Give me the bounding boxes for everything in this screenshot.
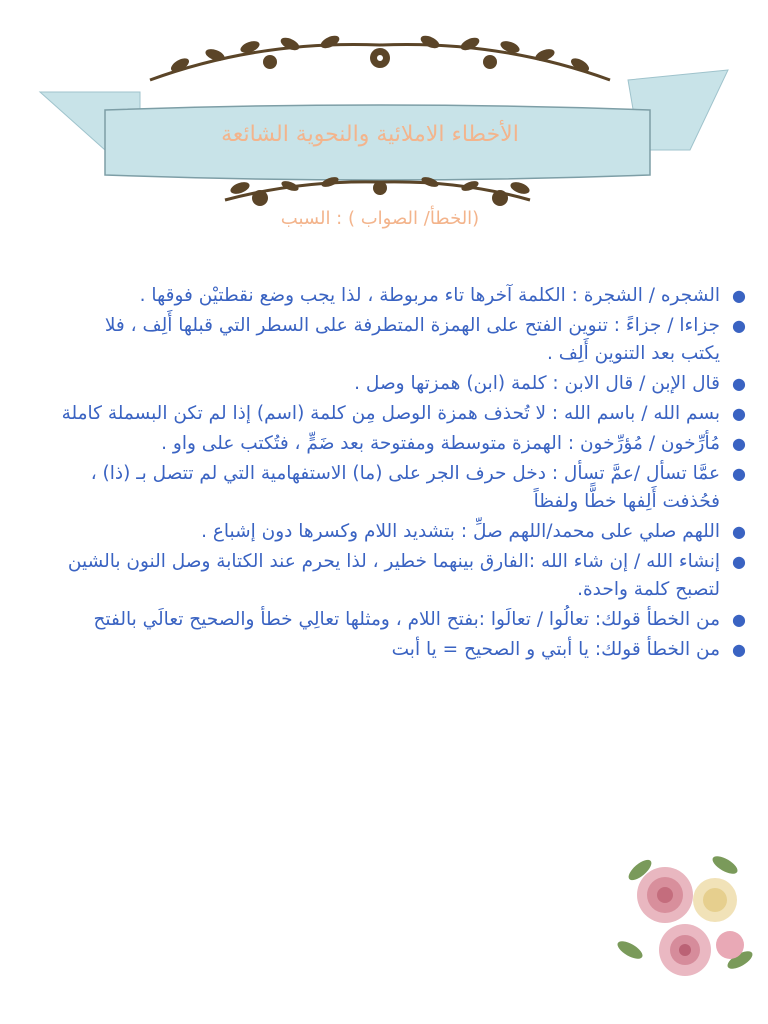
bullet-icon: ●	[732, 434, 746, 453]
list-item-text: مُأرِّخون / مُؤرِّخون : الهمزة متوسطة ومفتوحة بعد ضَمٍّ ، فتُكتب على واو .	[161, 433, 720, 454]
list-item	[60, 548, 746, 604]
bullet-icon: ●	[732, 610, 746, 629]
list-item-text: اللهم صلي على محمد/اللهم صلِّ : بتشديد اللام وكسرها دون إشباع .	[201, 521, 720, 542]
page-title: الأخطاء الاملائية والنحوية الشائعة	[221, 122, 519, 147]
list-item	[60, 400, 746, 428]
bullet-icon: ●	[732, 522, 746, 541]
list-item	[60, 460, 746, 516]
bullet-icon: ●	[732, 374, 746, 393]
list-item	[60, 370, 746, 398]
list-item	[60, 430, 746, 458]
list-item	[60, 518, 746, 546]
list-item-text: من الخطأ قولك: يا أبتي و الصحيح = يا أبت	[391, 639, 720, 660]
list-item-text: الشجره / الشجرة : الكلمة آخرها تاء مربوطة ، لذا يجب وضع نقطتيْن فوقها .	[139, 285, 720, 306]
list-item-text: من الخطأ قولك: تعالُوا / تعالَوا :بفتح اللام ، ومثلها تعالِي خطأ والصحيح تعالَي بالفتح	[93, 609, 720, 630]
bullet-icon: ●	[732, 286, 746, 305]
flowers-decoration-icon	[610, 840, 760, 990]
bullet-icon: ●	[732, 464, 746, 483]
list-item-text: عمَّا تسأل /عمَّ تسأل : دخل حرف الجر على (ما) الاستفهامية التي لم تتصل بـ (ذا) ، فحُذفت أَلِفها خطًّا ولفظاً	[90, 463, 720, 512]
bullet-icon: ●	[732, 404, 746, 423]
list-item	[60, 606, 746, 634]
bullet-icon: ●	[732, 552, 746, 571]
list-item	[60, 282, 746, 310]
list-item	[60, 636, 746, 664]
bullet-icon: ●	[732, 640, 746, 659]
list-item-text: جزاءا / جزاءً : تنوين الفتح على الهمزة المتطرفة على السطر التي قبلها أَلِف ، فلا يكتب بعد التنوين أَلِف .	[104, 315, 720, 364]
errors-list	[60, 282, 758, 666]
list-item-text: إنشاء الله / إن شاء الله :الفارق بينهما خطير ، لذا يحرم عند الكتابة وصل النون بالشين لتصبح كلمة واحدة.	[67, 551, 720, 600]
list-item-text: قال الإبن / قال الابن : كلمة (ابن) همزتها وصل .	[354, 373, 720, 394]
bullet-icon: ●	[732, 316, 746, 335]
page-subtitle: (الخطأ/ الصواب ) : السبب	[280, 208, 480, 229]
list-item	[60, 312, 746, 368]
list-item-text: بسم الله / باسم الله : لا تُحذف همزة الوصل مِن كلمة (اسم) إذا لم تكن البسملة كاملة	[61, 403, 720, 424]
